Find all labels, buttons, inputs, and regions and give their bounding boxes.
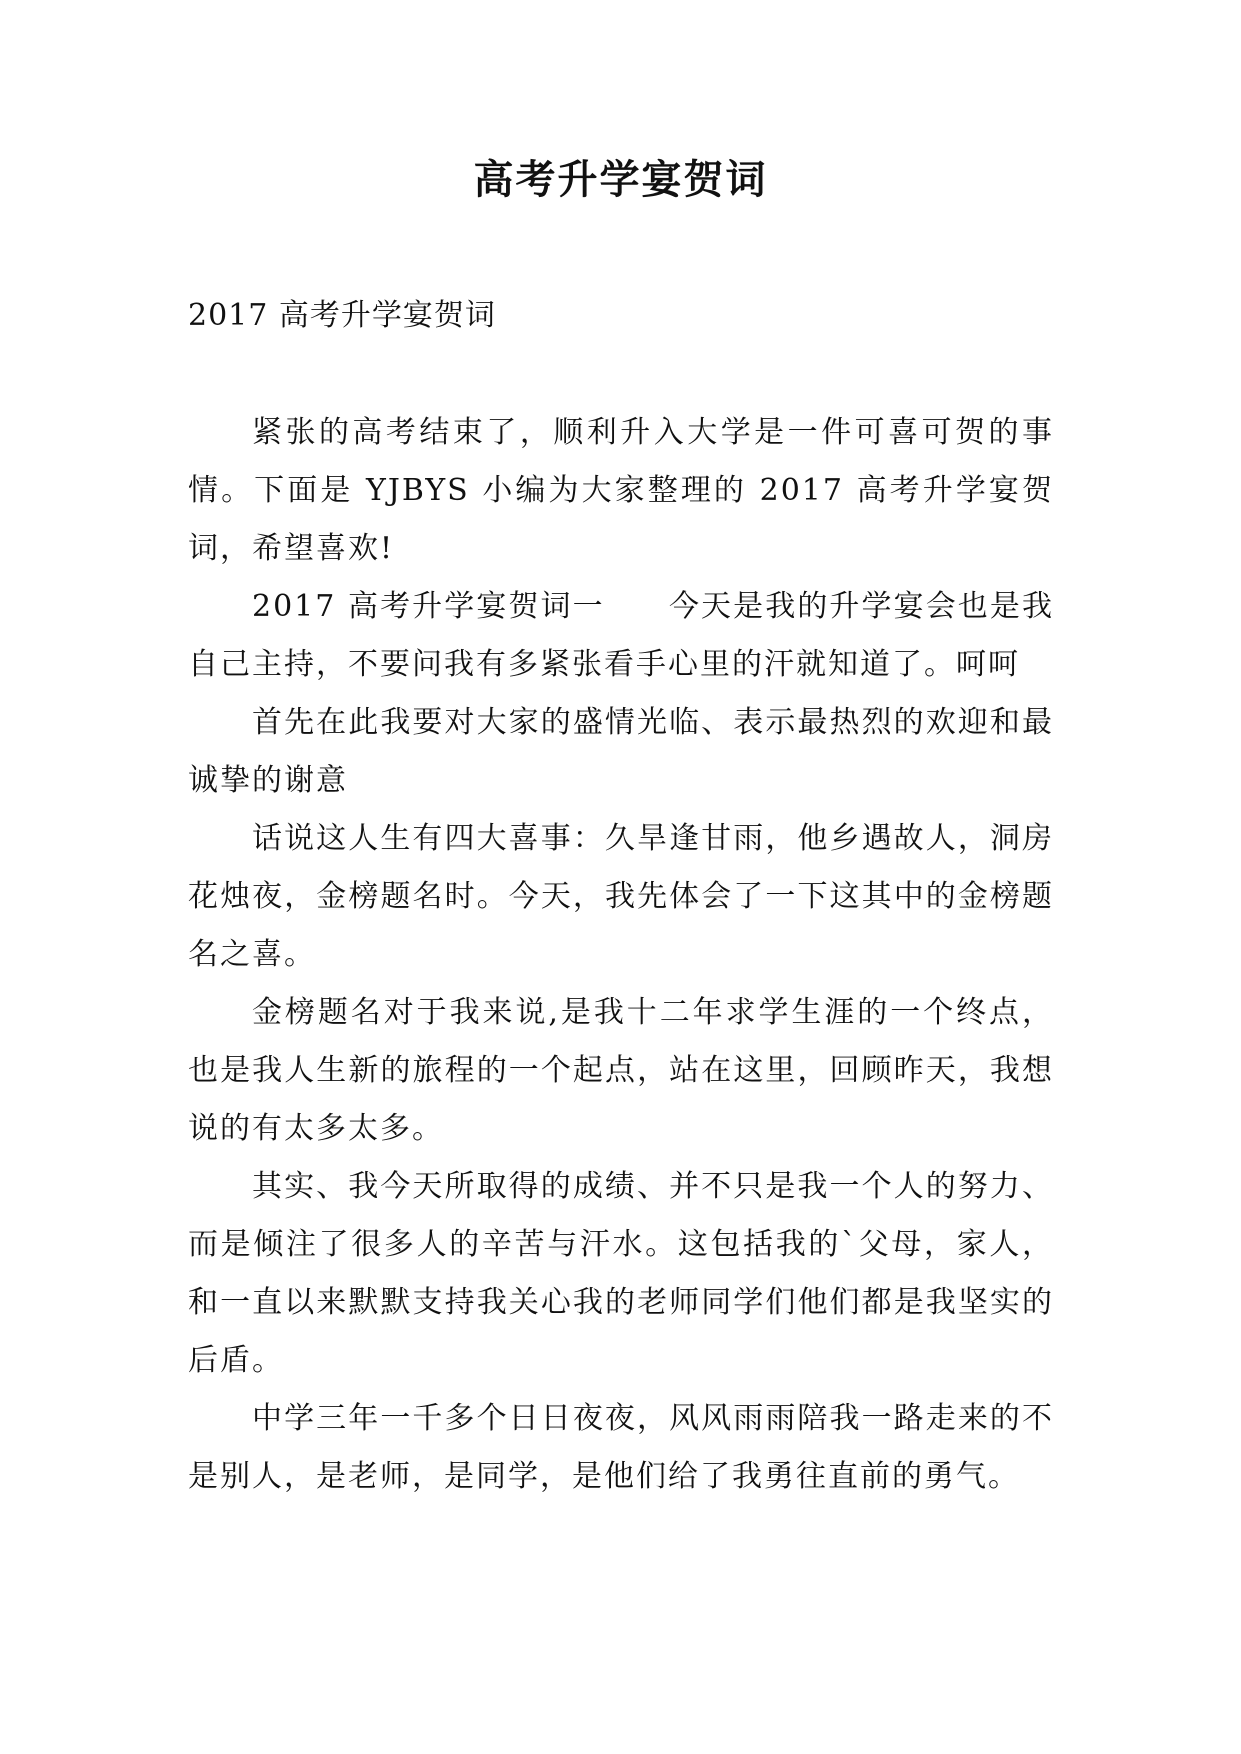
paragraph: 话说这人生有四大喜事：久旱逢甘雨，他乡遇故人，洞房花烛夜，金榜题名时。今天，我先体会了一下这其中的金榜题名之喜。	[188, 821, 1054, 972]
paragraph: 紧张的高考结束了，顺利升入大学是一件可喜可贺的事情。下面是 YJBYS 小编为大家整理的 2017 高考升学宴贺词，希望喜欢!	[188, 415, 1054, 566]
paragraph: 金榜题名对于我来说,是我十二年求学生涯的一个终点，也是我人生新的旅程的一个起点，站在这里，回顾昨天，我想说的有太多太多。	[188, 995, 1054, 1146]
document-title: 高考升学宴贺词	[473, 156, 768, 203]
paragraph: 首先在此我要对大家的盛情光临、表示最热烈的欢迎和最诚挚的谢意	[188, 705, 1054, 798]
paragraph: 中学三年一千多个日日夜夜，风风雨雨陪我一路走来的不是别人，是老师，是同学，是他们给了我勇往直前的勇气。	[188, 1401, 1054, 1494]
document-body	[188, 404, 1054, 1506]
paragraph: 其实、我今天所取得的成绩、并不只是我一个人的努力、而是倾注了很多人的辛苦与汗水。这包括我的`父母，家人，和一直以来默默支持我关心我的老师同学们他们都是我坚实的后盾。	[188, 1169, 1054, 1378]
paragraph: 2017 高考升学宴贺词一 今天是我的升学宴会也是我自己主持，不要问我有多紧张看手心里的汗就知道了。呵呵	[188, 589, 1054, 682]
document-subtitle: 2017 高考升学宴贺词	[188, 298, 496, 333]
